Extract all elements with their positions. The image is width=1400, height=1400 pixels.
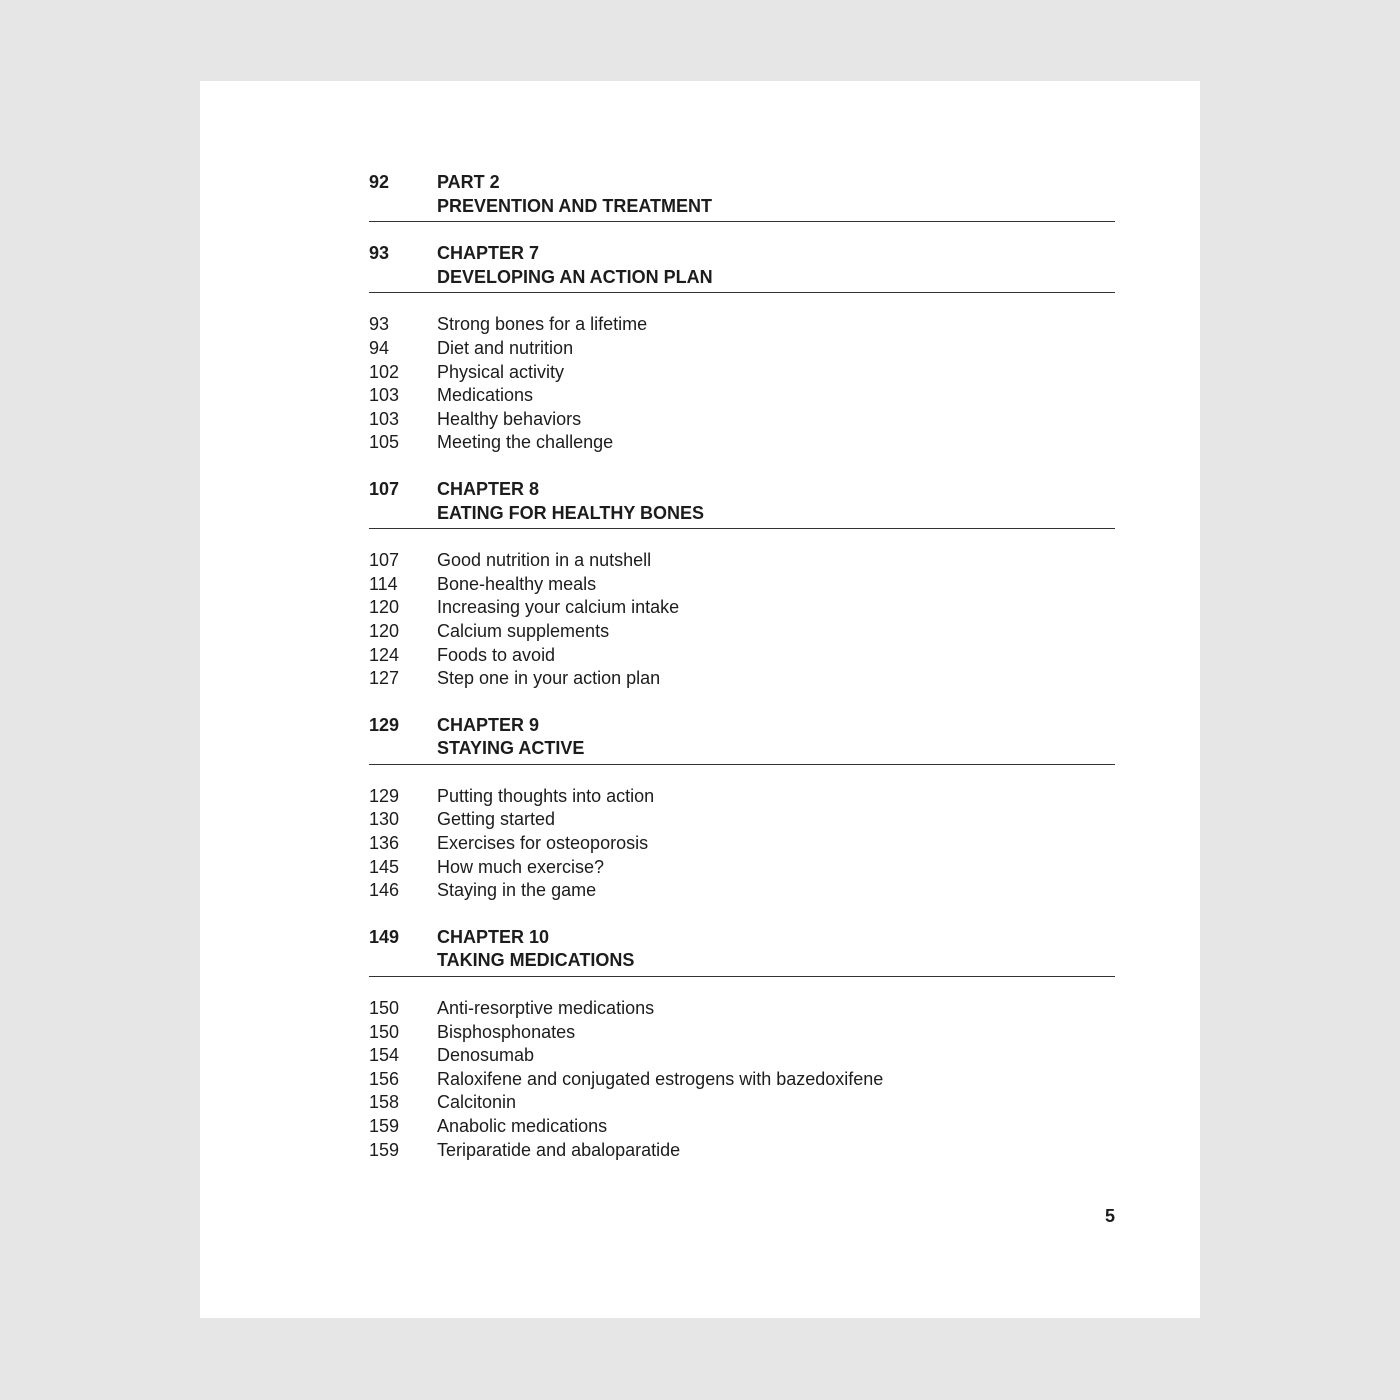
entry-title: Getting started	[437, 809, 556, 830]
section-name: EATING FOR HEALTHY BONES	[437, 502, 705, 523]
entry-title: Calcium supplements	[437, 620, 610, 641]
entry-page: 130	[369, 809, 400, 830]
section-heading	[369, 926, 1115, 977]
entry-title: Anabolic medications	[437, 1116, 608, 1136]
page-number: 5	[1104, 1206, 1115, 1226]
entry-page: 159	[369, 1139, 400, 1160]
section-title	[437, 242, 713, 289]
entry-title: Teriparatide and abaloparatide	[437, 1139, 681, 1160]
entry-page: 159	[369, 1116, 400, 1136]
section-title	[437, 714, 584, 761]
entry-page: 156	[369, 1068, 400, 1089]
entry-page: 107	[369, 550, 400, 571]
section-name: DEVELOPING AN ACTION PLAN	[437, 266, 713, 287]
section-label: CHAPTER 9	[437, 714, 540, 735]
entry-title: Raloxifene and conjugated estrogens with bazedoxifene	[437, 1068, 884, 1089]
toc-entry	[369, 1139, 1115, 1163]
toc-entry	[369, 313, 1115, 337]
section-heading	[369, 478, 1115, 529]
section-page: 129	[369, 714, 400, 735]
toc-entry	[369, 832, 1115, 856]
section-label: PART 2	[437, 172, 500, 192]
toc-entry	[369, 1044, 1115, 1068]
entry-page: 103	[369, 408, 400, 429]
toc-entry	[369, 856, 1115, 880]
toc-entry	[369, 596, 1115, 620]
toc-entry	[369, 384, 1115, 408]
section-name: PREVENTION AND TREATMENT	[437, 195, 713, 216]
entry-title: Good nutrition in a nutshell	[437, 550, 652, 571]
section-label: CHAPTER 7	[437, 243, 540, 264]
section-heading	[369, 171, 1115, 222]
entry-title: Strong bones for a lifetime	[437, 314, 648, 335]
entry-title: Meeting the challenge	[437, 432, 614, 453]
entry-list	[369, 785, 1115, 903]
toc-entry	[369, 337, 1115, 361]
toc-entry	[369, 549, 1115, 573]
entry-list	[369, 997, 1115, 1162]
entry-page: 154	[369, 1045, 400, 1066]
entry-page: 146	[369, 880, 400, 901]
entry-page: 120	[369, 620, 400, 641]
entry-title: How much exercise?	[437, 856, 605, 877]
entry-page: 103	[369, 385, 400, 406]
toc-entry	[369, 361, 1115, 385]
entry-page: 93	[369, 314, 390, 335]
entry-title: Step one in your action plan	[437, 668, 661, 689]
entry-title: Exercises for osteoporosis	[437, 833, 649, 854]
section-heading	[369, 242, 1115, 293]
entry-page: 150	[369, 998, 400, 1019]
entry-page: 136	[369, 833, 400, 854]
toc-entry	[369, 1115, 1115, 1139]
entry-page: 158	[369, 1092, 400, 1113]
section-name: STAYING ACTIVE	[437, 738, 585, 759]
toc-entry	[369, 1021, 1115, 1045]
entry-title: Medications	[437, 385, 534, 406]
entry-page: 145	[369, 856, 400, 877]
book-page	[200, 81, 1200, 1318]
section-page: 149	[369, 926, 400, 947]
entry-title: Calcitonin	[437, 1092, 517, 1113]
toc-entry	[369, 1091, 1115, 1115]
entry-page: 150	[369, 1021, 400, 1042]
entry-title: Denosumab	[437, 1045, 535, 1066]
entry-page: 124	[369, 644, 400, 665]
toc-entry	[369, 573, 1115, 597]
entry-list	[369, 313, 1115, 455]
toc-entry	[369, 997, 1115, 1021]
toc-entry	[369, 1068, 1115, 1092]
section-name: TAKING MEDICATIONS	[437, 950, 635, 971]
section-label: CHAPTER 8	[437, 478, 540, 499]
toc-entry	[369, 644, 1115, 668]
toc-entry	[369, 431, 1115, 455]
entry-title: Increasing your calcium intake	[437, 597, 680, 618]
toc-entry	[369, 620, 1115, 644]
table-of-contents	[369, 171, 1115, 1185]
section-label: CHAPTER 10	[437, 926, 550, 947]
section-page: 107	[369, 478, 400, 499]
entry-title: Bone-healthy meals	[437, 573, 597, 594]
toc-entry	[369, 408, 1115, 432]
entry-page: 105	[369, 432, 400, 453]
section-title	[437, 478, 704, 525]
entry-title: Anti-resorptive medications	[437, 998, 655, 1019]
toc-entry	[369, 785, 1115, 809]
section-title	[437, 171, 712, 218]
entry-title: Staying in the game	[437, 880, 597, 901]
entry-title: Healthy behaviors	[437, 408, 582, 429]
entry-page: 129	[369, 785, 400, 806]
entry-title: Foods to avoid	[437, 644, 556, 665]
entry-title: Putting thoughts into action	[437, 785, 655, 806]
entry-title: Physical activity	[437, 361, 565, 382]
entry-page: 114	[369, 573, 398, 594]
entry-page: 120	[369, 597, 400, 618]
section-title	[437, 926, 634, 973]
section-page: 93	[369, 243, 390, 264]
entry-title: Diet and nutrition	[437, 337, 574, 358]
toc-entry	[369, 808, 1115, 832]
entry-title: Bisphosphonates	[437, 1021, 576, 1042]
section-page: 92	[369, 172, 390, 192]
entry-page: 127	[369, 668, 400, 689]
entry-list	[369, 549, 1115, 691]
section-heading	[369, 714, 1115, 765]
toc-entry	[369, 879, 1115, 903]
entry-page: 102	[369, 361, 400, 382]
entry-page: 94	[369, 337, 390, 358]
toc-entry	[369, 667, 1115, 691]
